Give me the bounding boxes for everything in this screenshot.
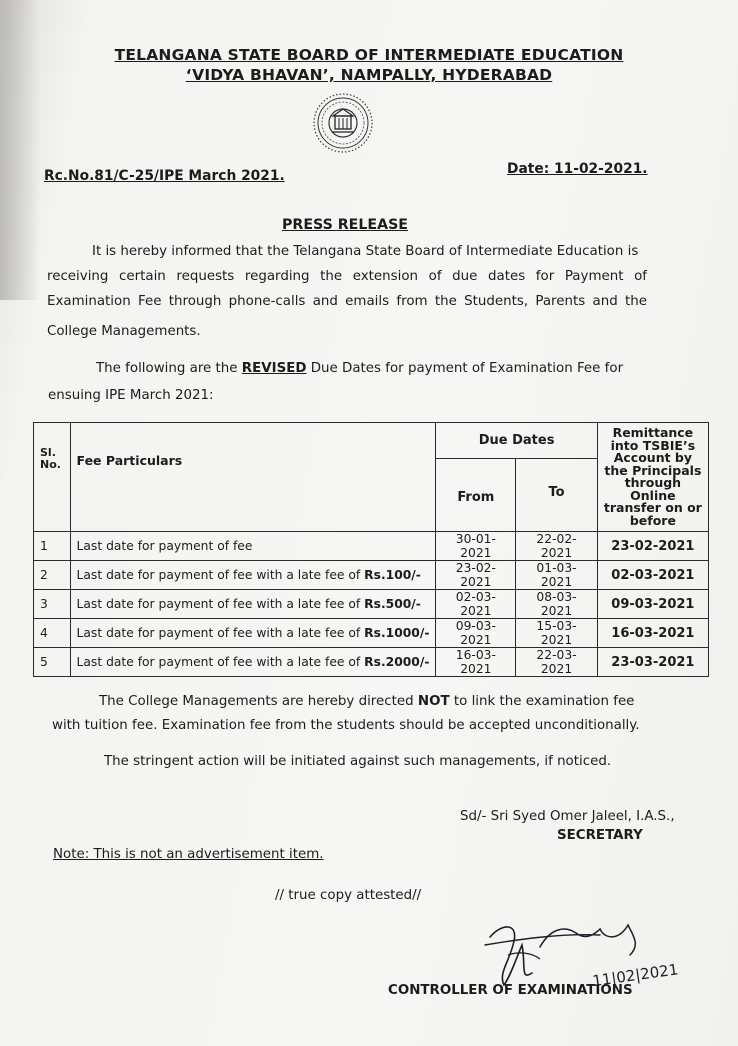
row-particular-text: Last date for payment of fee with a late fee of — [76, 597, 365, 611]
signature-date: 11|02|2021 — [591, 960, 680, 991]
row-remittance-date: 23-02-2021 — [597, 532, 708, 561]
true-copy-attestation: // true copy attested// — [275, 888, 422, 903]
row-particular-text: Last date for payment of fee with a late fee of — [76, 655, 365, 669]
row-from-date: 09-03-2021 — [436, 619, 516, 648]
row-remittance-date: 16-03-2021 — [597, 619, 708, 648]
directive-paragraph — [99, 695, 634, 708]
table-row — [34, 590, 709, 619]
due-dates-table — [33, 422, 709, 677]
row-from-date: 30-01-2021 — [436, 532, 516, 561]
directive-after: to link the examination fee — [449, 694, 635, 709]
row-late-fee: Rs.1000/- — [364, 626, 430, 640]
row-to-date: 01-03-2021 — [516, 561, 598, 590]
row-remittance-date: 09-03-2021 — [597, 590, 708, 619]
signatory-name: Sd/- Sri Syed Omer Jaleel, I.A.S., — [460, 809, 675, 824]
row-particular-text: Last date for payment of fee with a late fee of — [76, 568, 365, 582]
revised-intro — [96, 362, 623, 375]
row-sl-no: 4 — [34, 619, 71, 648]
table-row — [34, 561, 709, 590]
row-late-fee: Rs.500/- — [364, 597, 421, 611]
row-to-date: 08-03-2021 — [516, 590, 598, 619]
intro-line-4: College Managements. — [47, 324, 201, 339]
header-remittance: Remittance into TSBIE’s Account by the Principals through Online transfer on or before — [597, 423, 708, 532]
row-sl-no: 2 — [34, 561, 71, 590]
intro-line-2: receiving certain requests regarding the extension of due dates for Payment of — [47, 269, 647, 284]
page-fold-shadow — [0, 0, 40, 300]
warning-paragraph: The stringent action will be initiated against such managements, if noticed. — [104, 754, 612, 769]
row-late-fee: Rs.100/- — [364, 568, 421, 582]
row-particular — [70, 619, 436, 648]
header-from: From — [436, 459, 516, 532]
controller-title: CONTROLLER OF EXAMINATIONS — [388, 983, 633, 998]
advertisement-note: Note: This is not an advertisement item. — [53, 847, 324, 862]
board-name: TELANGANA STATE BOARD OF INTERMEDIATE EDUCATION — [114, 46, 624, 64]
directive-before: The College Managements are hereby directed — [99, 694, 418, 709]
row-particular-text: Last date for payment of fee with a late fee of — [76, 626, 365, 640]
row-to-date: 22-02-2021 — [516, 532, 598, 561]
revised-after: Due Dates for payment of Examination Fee for — [306, 361, 624, 376]
row-particular — [70, 532, 436, 561]
page-title: PRESS RELEASE — [282, 217, 408, 233]
row-particular — [70, 590, 436, 619]
row-sl-no: 1 — [34, 532, 71, 561]
row-to-date: 22-03-2021 — [516, 648, 598, 677]
row-from-date: 02-03-2021 — [436, 590, 516, 619]
row-from-date: 23-02-2021 — [436, 561, 516, 590]
row-particular — [70, 561, 436, 590]
board-address: ‘VIDYA BHAVAN’, NAMPALLY, HYDERABAD — [185, 66, 553, 84]
row-sl-no: 3 — [34, 590, 71, 619]
table-row — [34, 532, 709, 561]
row-sl-no: 5 — [34, 648, 71, 677]
document-date: Date: 11-02-2021. — [507, 161, 648, 177]
reference-number: Rc.No.81/C-25/IPE March 2021. — [44, 168, 285, 184]
revised-line-2: ensuing IPE March 2021: — [48, 388, 214, 403]
row-particular — [70, 648, 436, 677]
header-fee-particulars: Fee Particulars — [70, 423, 436, 532]
row-to-date: 15-03-2021 — [516, 619, 598, 648]
header-due-dates: Due Dates — [436, 423, 597, 459]
directive-emphasis: NOT — [417, 694, 450, 709]
header-sl-no: Sl. No. — [34, 423, 71, 532]
intro-line-3: Examination Fee through phone-calls and emails from the Students, Parents and the — [47, 294, 647, 309]
board-emblem-icon — [312, 92, 374, 154]
row-late-fee: Rs.2000/- — [364, 655, 430, 669]
intro-line-1: It is hereby informed that the Telangana State Board of Intermediate Education is — [92, 244, 639, 259]
row-remittance-date: 02-03-2021 — [597, 561, 708, 590]
revised-before: The following are the — [96, 361, 242, 376]
table-row — [34, 619, 709, 648]
row-remittance-date: 23-03-2021 — [597, 648, 708, 677]
directive-line-2: with tuition fee. Examination fee from the students should be accepted unconditionally. — [52, 718, 640, 733]
header-to: To — [516, 459, 598, 532]
signatory-designation: SECRETARY — [557, 828, 643, 843]
table-row — [34, 648, 709, 677]
row-from-date: 16-03-2021 — [436, 648, 516, 677]
revised-emphasis: REVISED — [241, 361, 307, 376]
row-particular-text: Last date for payment of fee — [76, 539, 253, 553]
